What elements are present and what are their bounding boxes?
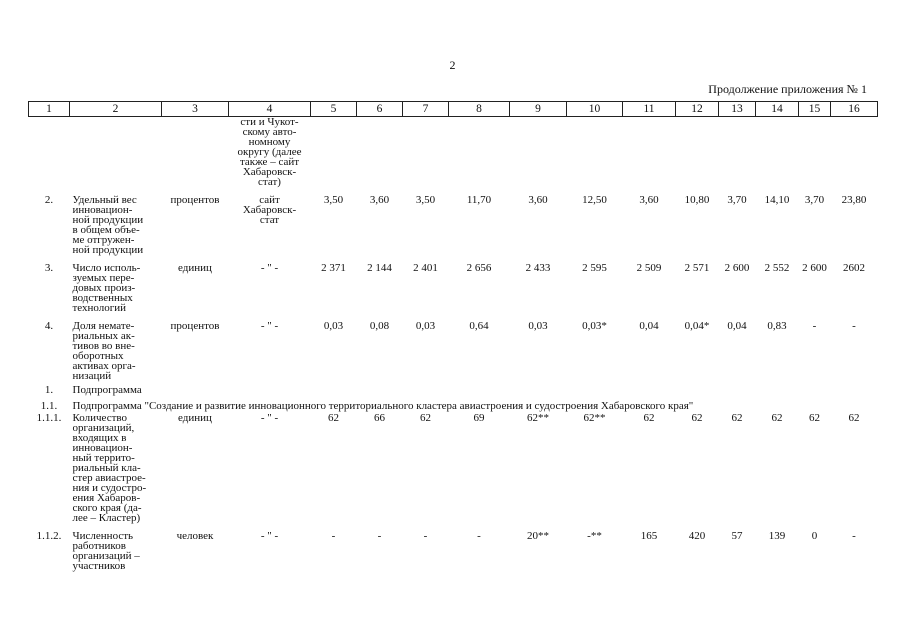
header-cell: 12 [676, 102, 719, 117]
indicator-name-line: тивов во вне- [72, 340, 135, 352]
value-cell: 0,03 [323, 320, 344, 332]
header-cell: 13 [719, 102, 756, 117]
indicator-name-line: входящих в [72, 432, 127, 444]
indicator-table [28, 101, 878, 571]
indicator-name [70, 411, 162, 523]
value-cell: 0,83 [767, 320, 787, 332]
unit-cell [162, 117, 229, 188]
value-cell: 69 [473, 412, 485, 424]
indicator-name-line: стер авиастрое- [72, 472, 146, 484]
value-cell: 2 656 [466, 262, 492, 274]
value-cell: 0,64 [469, 320, 489, 332]
indicator-name-line: Число исполь- [72, 262, 141, 274]
row-number: 1.1.1. [36, 412, 62, 424]
header-cell: 6 [357, 102, 403, 117]
value-cell [799, 117, 831, 188]
value-cell: 62** [527, 412, 549, 424]
subprogram-title: Подпрограмма "Создание и развитие инновационного территориального кластера авиастроения и судостроения Хабаровского края" [72, 400, 694, 412]
value-cell: 2 144 [367, 262, 392, 274]
value-cell [676, 381, 719, 395]
value-cell: 12,50 [582, 194, 607, 206]
row-number: 1.1.2. [36, 530, 62, 542]
value-cell [756, 117, 799, 188]
value-cell: 165 [640, 530, 658, 542]
header-cell: 4 [229, 102, 311, 117]
value-cell: 14,10 [764, 194, 790, 206]
indicator-name-line: риальных ак- [72, 330, 135, 342]
page-number: 2 [449, 58, 456, 72]
indicator-name-line: лее – Кластер) [72, 512, 141, 524]
value-cell [311, 117, 357, 188]
value-cell [567, 381, 623, 395]
source-line: скому авто- [242, 126, 297, 138]
value-cell: 62 [691, 412, 703, 424]
row-number: 2. [44, 194, 54, 206]
indicator-name-line: оборотных [72, 350, 124, 362]
value-cell: 0,08 [369, 320, 390, 332]
indicator-name-line: организаций, [72, 422, 135, 434]
indicator-name-line: низаций [72, 370, 112, 382]
source-line: - " - [260, 530, 279, 542]
value-cell: 10,80 [684, 194, 710, 206]
value-cell: - [812, 320, 817, 332]
value-cell: 3,50 [415, 194, 436, 206]
continuation-label: Продолжение приложения № 1 [708, 82, 867, 96]
indicator-name-line: инновацион- [72, 204, 133, 216]
value-cell [799, 381, 831, 395]
indicator-name-line: Подпрограмма [72, 384, 142, 396]
value-cell [567, 117, 623, 188]
value-cell: 0,04 [639, 320, 659, 332]
header-cell: 10 [567, 102, 623, 117]
indicator-name-line: ной продукции [72, 214, 144, 226]
value-cell: 3,70 [804, 194, 825, 206]
indicator-name-line: Количество [72, 412, 128, 424]
value-cell [831, 381, 878, 395]
value-cell [403, 381, 449, 395]
indicator-name [70, 117, 162, 188]
value-cell: 23,80 [841, 194, 867, 206]
table-row [29, 411, 878, 523]
header-cell: 1 [29, 102, 70, 117]
indicator-name-line: ения Хабаров- [72, 492, 141, 504]
value-cell [756, 381, 799, 395]
value-cell: 2 433 [525, 262, 551, 274]
value-cell [510, 381, 567, 395]
value-cell: 139 [768, 530, 786, 542]
table-row [29, 255, 878, 313]
value-cell: 2 600 [802, 262, 827, 274]
value-cell: 62 [328, 412, 339, 424]
value-cell: 62 [771, 412, 783, 424]
source-line: - " - [260, 412, 279, 424]
header-cell: 3 [162, 102, 229, 117]
source-line: также – сайт [239, 156, 300, 168]
source-cell [229, 411, 311, 523]
unit-cell: единиц [178, 412, 212, 424]
header-cell: 11 [623, 102, 676, 117]
value-cell [623, 117, 676, 188]
indicator-name-line: ной продукции [72, 244, 144, 256]
header-cell: 15 [799, 102, 831, 117]
source-line: сти и Чукот- [240, 116, 299, 128]
source-cell [229, 313, 311, 381]
indicator-name-line: ния и судостро- [72, 482, 147, 494]
subprogram-number: 1.1. [40, 400, 58, 412]
source-cell [229, 523, 311, 571]
value-cell: 62** [583, 412, 606, 424]
value-cell: 62 [848, 412, 860, 424]
value-cell: -** [587, 530, 602, 542]
indicator-name [70, 381, 162, 395]
source-line: Хабаровск- [242, 204, 297, 216]
header-cell: 8 [449, 102, 510, 117]
value-cell [719, 381, 756, 395]
indicator-name-line: работников [72, 540, 126, 552]
subprogram-row [29, 395, 878, 411]
value-cell: 62 [643, 412, 655, 424]
indicator-name [70, 523, 162, 571]
source-cell [229, 187, 311, 255]
value-cell: - [331, 530, 336, 542]
source-cell [229, 255, 311, 313]
source-line: стат [259, 214, 280, 226]
value-cell: 20** [527, 530, 549, 542]
indicator-name-line: зуемых пере- [72, 272, 135, 284]
value-cell: 0,04* [684, 320, 710, 332]
indicator-name-line: ского края (да- [72, 502, 142, 514]
value-cell: 2 509 [636, 262, 662, 274]
table-row [29, 313, 878, 381]
indicator-name-line: риальный кла- [72, 462, 141, 474]
value-cell: 0 [811, 530, 818, 542]
table-row [29, 523, 878, 571]
indicator-name-line: водственных [72, 292, 133, 304]
value-cell: 2 371 [321, 262, 346, 274]
value-cell: 3,60 [639, 194, 659, 206]
indicator-name [70, 255, 162, 313]
source-line: округу (далее [237, 146, 302, 158]
header-cell: 16 [831, 102, 878, 117]
value-cell [719, 117, 756, 188]
value-cell [357, 381, 403, 395]
value-cell: 420 [688, 530, 706, 542]
value-cell: 62 [420, 412, 431, 424]
row-number [29, 117, 70, 188]
indicator-name-line: активах орга- [72, 360, 136, 372]
value-cell: 0,04 [727, 320, 747, 332]
value-cell [831, 117, 878, 188]
unit-cell: процентов [170, 194, 220, 206]
indicator-name-line: инновацион- [72, 442, 133, 454]
value-cell: - [852, 320, 856, 332]
indicator-name-line: Удельный вес [72, 194, 137, 206]
table-row [29, 381, 878, 395]
indicator-name-line: участников [72, 560, 126, 572]
indicator-name [70, 187, 162, 255]
value-cell: 0,03* [582, 320, 607, 332]
source-line: Хабаровск- [242, 166, 297, 178]
indicator-name-line: технологий [72, 302, 127, 314]
header-cell: 7 [403, 102, 449, 117]
table-row [29, 187, 878, 255]
value-cell: 66 [374, 412, 385, 424]
value-cell: 3,60 [528, 194, 548, 206]
value-cell [311, 381, 357, 395]
value-cell: 2 571 [684, 262, 710, 274]
value-cell: 0,03 [528, 320, 548, 332]
source-line: - " - [260, 320, 279, 332]
unit-cell: процентов [170, 320, 220, 332]
value-cell: - [423, 530, 428, 542]
value-cell: 0,03 [415, 320, 436, 332]
value-cell: 2 401 [413, 262, 438, 274]
table-header-row [29, 102, 878, 117]
indicator-name-line: организаций – [72, 550, 140, 562]
value-cell [449, 381, 510, 395]
value-cell [510, 117, 567, 188]
value-cell [449, 117, 510, 188]
value-cell: 3,60 [369, 194, 390, 206]
source-line: сайт [259, 194, 280, 206]
row-number: 1. [44, 384, 54, 396]
indicator-name-line: ный террито- [72, 452, 135, 464]
indicator-name-line: Доля немате- [72, 320, 135, 332]
header-cell: 14 [756, 102, 799, 117]
value-cell: 2 552 [764, 262, 790, 274]
source-line: номному [248, 136, 291, 148]
row-number: 4. [44, 320, 54, 332]
header-cell: 9 [510, 102, 567, 117]
value-cell [403, 117, 449, 188]
value-cell: 3,50 [323, 194, 344, 206]
value-cell [676, 117, 719, 188]
row-number: 3. [44, 262, 54, 274]
source-cell [229, 381, 311, 395]
header-cell: 2 [70, 102, 162, 117]
value-cell: 2 600 [724, 262, 750, 274]
value-cell: - [852, 530, 856, 542]
value-cell: 57 [731, 530, 743, 542]
value-cell: 3,70 [727, 194, 747, 206]
table-row [29, 117, 878, 188]
value-cell: - [377, 530, 382, 542]
indicator-name-line: в общем объе- [72, 224, 140, 236]
indicator-name-line: ме отгружен- [72, 234, 135, 246]
indicator-name-line: Численность [72, 530, 134, 542]
value-cell: - [477, 530, 481, 542]
unit-cell: человек [176, 530, 214, 542]
source-line: - " - [260, 262, 279, 274]
source-cell [229, 117, 311, 188]
indicator-name [70, 313, 162, 381]
value-cell: 11,70 [466, 194, 492, 206]
value-cell: 62 [809, 412, 820, 424]
source-line: стат) [258, 176, 281, 188]
value-cell: 62 [731, 412, 743, 424]
value-cell: 2 595 [582, 262, 607, 274]
unit-cell: единиц [178, 262, 212, 274]
value-cell [357, 117, 403, 188]
header-cell: 5 [311, 102, 357, 117]
value-cell: 2602 [843, 262, 865, 274]
indicator-name-line: довых произ- [72, 282, 136, 294]
unit-cell [162, 381, 229, 395]
value-cell [623, 381, 676, 395]
